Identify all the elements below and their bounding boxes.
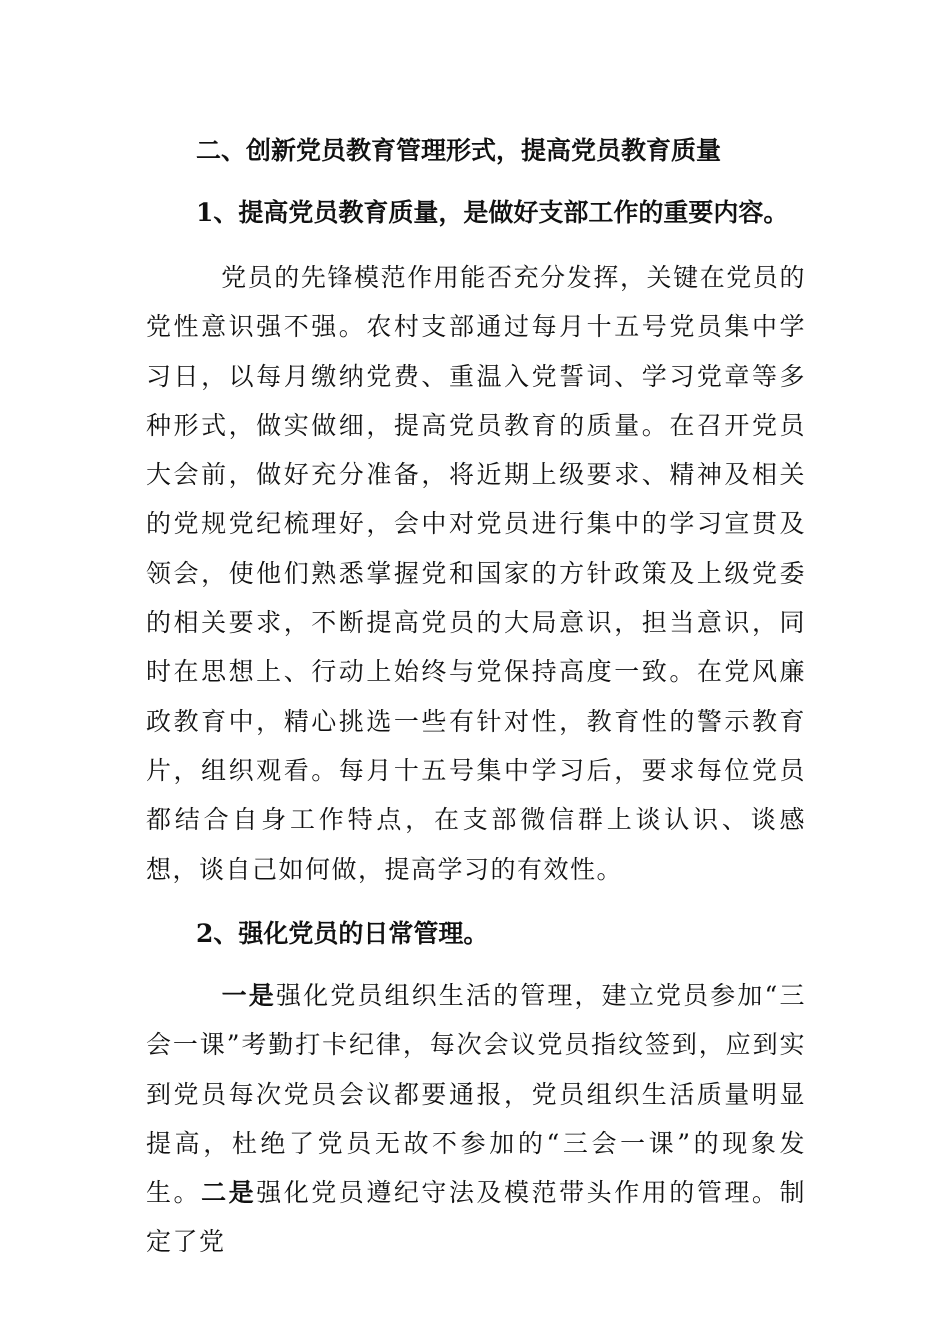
paragraph-2-text-1: 强化党员组织生活的管理，建立党员参加“三会一课”考勤打卡纪律，每次会议党员指纹签到，应到实到党员每次党员会议都要通报，党员组织生活质量明显提高，杜绝了党员无故不参加的“三会一课”的现象发生。: [146, 981, 806, 1208]
paragraph-2-text-2: 强化党员遵纪守法及模范带头作用的管理。制定了党: [146, 1178, 806, 1257]
section-heading: 二、创新党员教育管理形式，提高党员教育质量: [196, 136, 722, 165]
paragraph-2-lead-2: 二是: [201, 1178, 257, 1208]
paragraph-1-text: 党员的先锋模范作用能否充分发挥，关键在党员的党性意识强不强。农村支部通过每月十五号党员集中学习日，以每月缴纳党费、重温入党誓词、学习党章等多种形式，做实做细，提高党员教育的质量。在召开党员大会前，做好充分准备，将近期上级要求、精神及相关的党规党纪梳理好，会中对党员进行集中的学习宣贯及领会，使他们熟悉掌握党和国家的方针政策及上级党委的相关要求，不断提高党员的大局意识，担当意识，同时在思想上、行动上始终与党保持高度一致。在党风廉政教育中，精心挑选一些有针对性，教育性的警示教育片，组织观看。每月十五号集中学习后，要求每位党员都结合自身工作特点，在支部微信群上谈认识、谈感想，谈自己如何做，提高学习的有效性。: [146, 263, 806, 884]
paragraph-2: [146, 971, 806, 1267]
paragraph-1: [146, 253, 806, 894]
paragraph-2-lead-1: 一是: [221, 981, 276, 1010]
subheading-1: 1、提高党员教育质量，是做好支部工作的重要内容。: [196, 198, 789, 227]
subheading-2: 2、强化党员的日常管理。: [196, 919, 489, 948]
